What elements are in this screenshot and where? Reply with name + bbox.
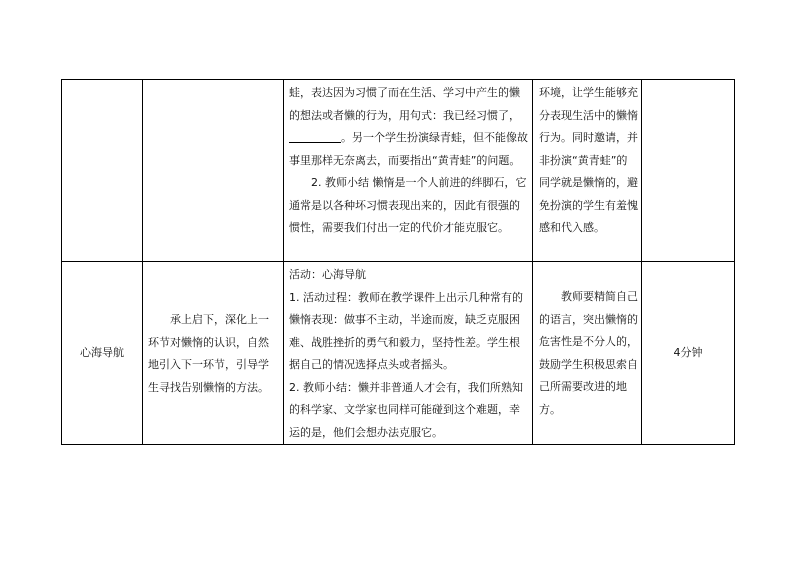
lesson-plan-table <box>61 79 735 445</box>
activity-cell <box>284 262 533 445</box>
time-cell-empty <box>642 80 735 262</box>
activity-text-line2: 。另一个学生扮演绿青蛙，但不能像故事里那样无奈离去，而要指出“黄青蛙”的问题。 <box>289 131 528 167</box>
stage-label: 心海导航 <box>80 345 124 359</box>
design-cell <box>143 262 284 445</box>
activity-point-1: 1. 活动过程：教师在教学课件上出示几种常有的懒惰表现：做事不主动，半途而废，缺乏克服困难、战胜挫折的勇气和毅力，坚持性差。学生根据自己的情况选择点头或者摇头。 <box>289 290 523 371</box>
activity-cell <box>284 80 533 262</box>
table-row <box>62 262 735 445</box>
design-text: 承上启下，深化上一环节对懒惰的认识，自然地引入下一环节，引导学生寻找告别懒惰的方法。 <box>148 313 269 394</box>
fill-in-blank <box>289 130 341 143</box>
stage-cell-empty <box>62 80 143 262</box>
time-label: 4分钟 <box>673 345 703 359</box>
intent-cell <box>533 80 642 262</box>
activity-text-line1: 蛙，表达因为习惯了而在生活、学习中产生的懒的想法或者懒的行为，用句式：我已经习惯了， <box>289 86 520 122</box>
time-cell <box>642 262 735 445</box>
design-cell-empty <box>143 80 284 262</box>
intent-text: 教师要精简自己的语言，突出懒惰的危害性是不分人的，鼓励学生积极思索自己所需要改进的地方。 <box>539 290 638 416</box>
activity-point-2: 2. 教师小结：懒并非普通人才会有，我们所熟知的科学家、文学家也同样可能碰到这个难题，幸运的是，他们会想办法克服它。 <box>289 380 523 439</box>
intent-text: 环境，让学生能够充分表现生活中的懒惰行为。同时邀请，并非扮演“黄青蛙”的同学就是懒惰的，避免扮演的学生有羞愧感和代入感。 <box>539 86 638 234</box>
activity-title: 活动：心海导航 <box>289 268 366 281</box>
table-row <box>62 80 735 262</box>
intent-cell <box>533 262 642 445</box>
activity-point-2: 2. 教师小结 懒惰是一个人前进的绊脚石，它通常是以各种坏习惯表现出来的，因此有很强的惯性，需要我们付出一定的代价才能克服它。 <box>289 176 527 234</box>
stage-cell <box>62 262 143 445</box>
